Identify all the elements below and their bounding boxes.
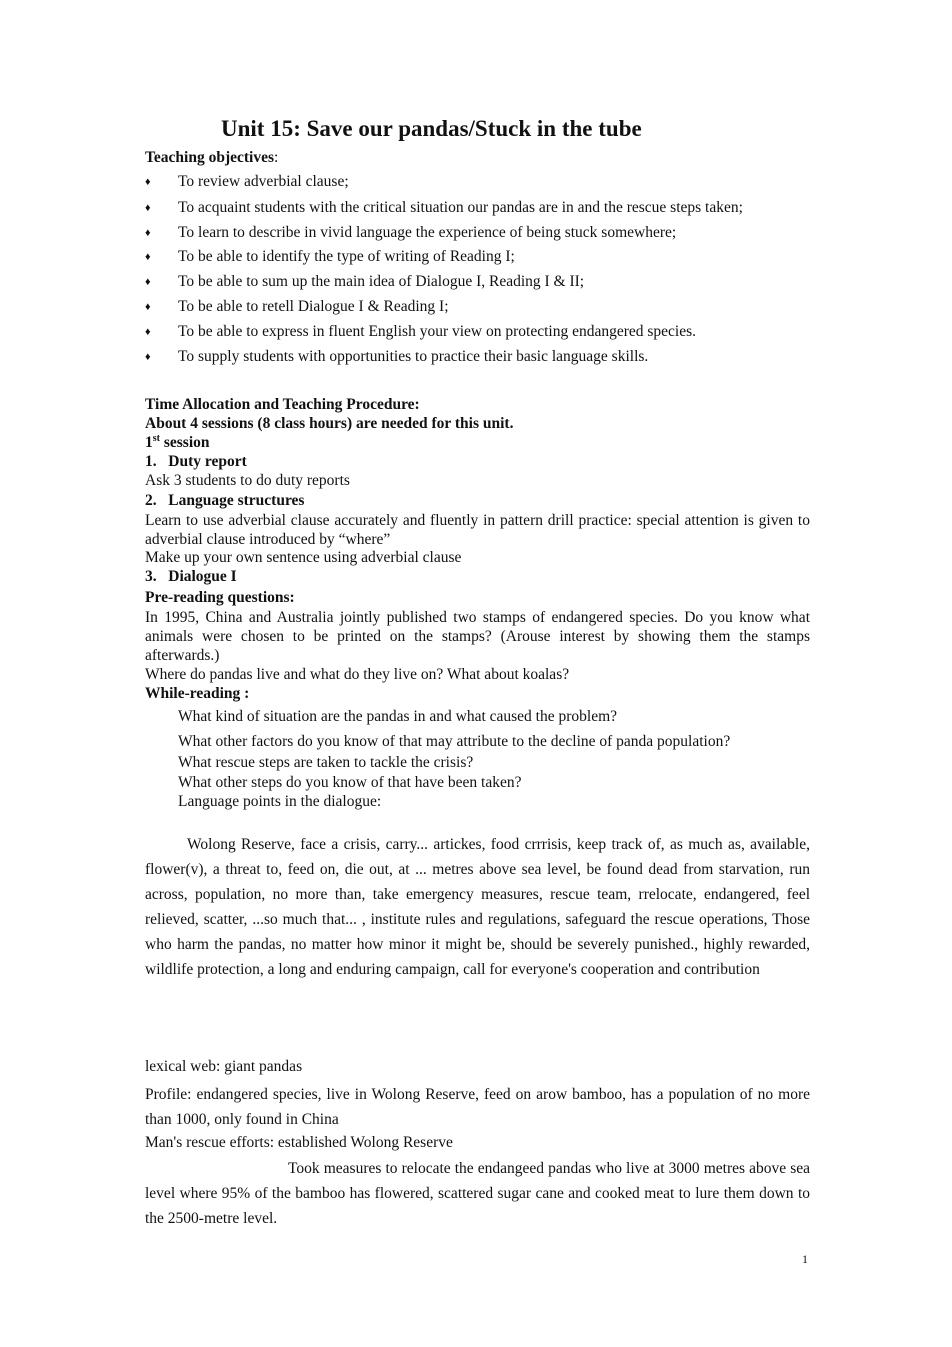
page-number: 1 xyxy=(802,1252,808,1266)
page-title: Unit 15: Save our pandas/Stuck in the tube xyxy=(221,116,642,141)
while-reading-question: What other factors do you know of that may attribute to the decline of panda population? xyxy=(178,733,731,750)
rescue-efforts-line: Man's rescue efforts: established Wolong Reserve xyxy=(145,1134,453,1151)
sessions-note: About 4 sessions (8 class hours) are needed for this unit. xyxy=(145,415,514,432)
diamond-bullet-icon: ♦ xyxy=(145,251,151,263)
diamond-bullet-icon: ♦ xyxy=(145,301,151,313)
while-reading-question: What rescue steps are taken to tackle the crisis? xyxy=(178,754,474,771)
language-structures-text: Learn to use adverbial clause accurately and fluently in pattern drill practice: special attention is given to adverbial clause introduced by “where” xyxy=(145,512,810,548)
duty-report-text: Ask 3 students to do duty reports xyxy=(145,472,350,489)
time-allocation-heading: Time Allocation and Teaching Procedure: xyxy=(145,396,420,413)
language-structures-heading: 2. Language structures xyxy=(145,492,305,509)
session-heading: 1st session xyxy=(145,432,210,451)
language-structures-text-2: Make up your own sentence using adverbial clause xyxy=(145,549,462,566)
pre-reading-heading: Pre-reading questions: xyxy=(145,589,295,606)
diamond-bullet-icon: ♦ xyxy=(145,202,151,214)
pre-reading-text-2: Where do pandas live and what do they live on? What about koalas? xyxy=(145,666,570,683)
profile-paragraph: Profile: endangered species, live in Wolong Reserve, feed on arow bamboo, has a population of no more than 1000, only found in China xyxy=(145,1086,810,1128)
duty-report-heading: 1. Duty report xyxy=(145,453,247,470)
lexical-web-heading: lexical web: giant pandas xyxy=(145,1058,303,1075)
measures-paragraph: Took measures to relocate the endangeed pandas who live at 3000 metres above sea level where 95% of the bamboo has flowered, scattered sugar cane and cooked meat to lure them down to the 2500-metre level. xyxy=(145,1160,810,1227)
diamond-bullet-icon: ♦ xyxy=(145,351,151,363)
diamond-bullet-icon: ♦ xyxy=(145,326,151,338)
while-reading-question: What kind of situation are the pandas in and what caused the problem? xyxy=(178,708,618,725)
dialogue-heading: 3. Dialogue I xyxy=(145,568,237,585)
while-reading-heading: While-reading : xyxy=(145,685,250,702)
language-points-paragraph: Wolong Reserve, face a crisis, carry... artickes, food crrrisis, keep track of, as much as, available, flower(v), a threat to, feed on, die out, at ... metres above sea level, be found dead from starvation, run across, population, no more than, take emergency measures, rescue team, rrelocate, endangered, feel relieved, scatter, ...so much that... , institute rules and regulations, safeguard the rescue operations, Those who harm the pandas, no matter how minor it might be, should be severely punished., highly rewarded, wildlife protection, a long and enduring campaign, call for everyone's cooperation and contribution xyxy=(145,836,810,978)
objectives-heading: Teaching objectives: xyxy=(145,149,279,166)
diamond-bullet-icon: ♦ xyxy=(145,176,151,188)
while-reading-question: What other steps do you know of that have been taken? xyxy=(178,774,522,791)
diamond-bullet-icon: ♦ xyxy=(145,276,151,288)
diamond-bullet-icon: ♦ xyxy=(145,227,151,239)
pre-reading-text: In 1995, China and Australia jointly published two stamps of endangered species. Do you know what animals were chosen to be printed on the stamps? (Arouse interest by showing them the stamps afterwards.) xyxy=(145,609,810,664)
while-reading-question: Language points in the dialogue: xyxy=(178,793,382,810)
